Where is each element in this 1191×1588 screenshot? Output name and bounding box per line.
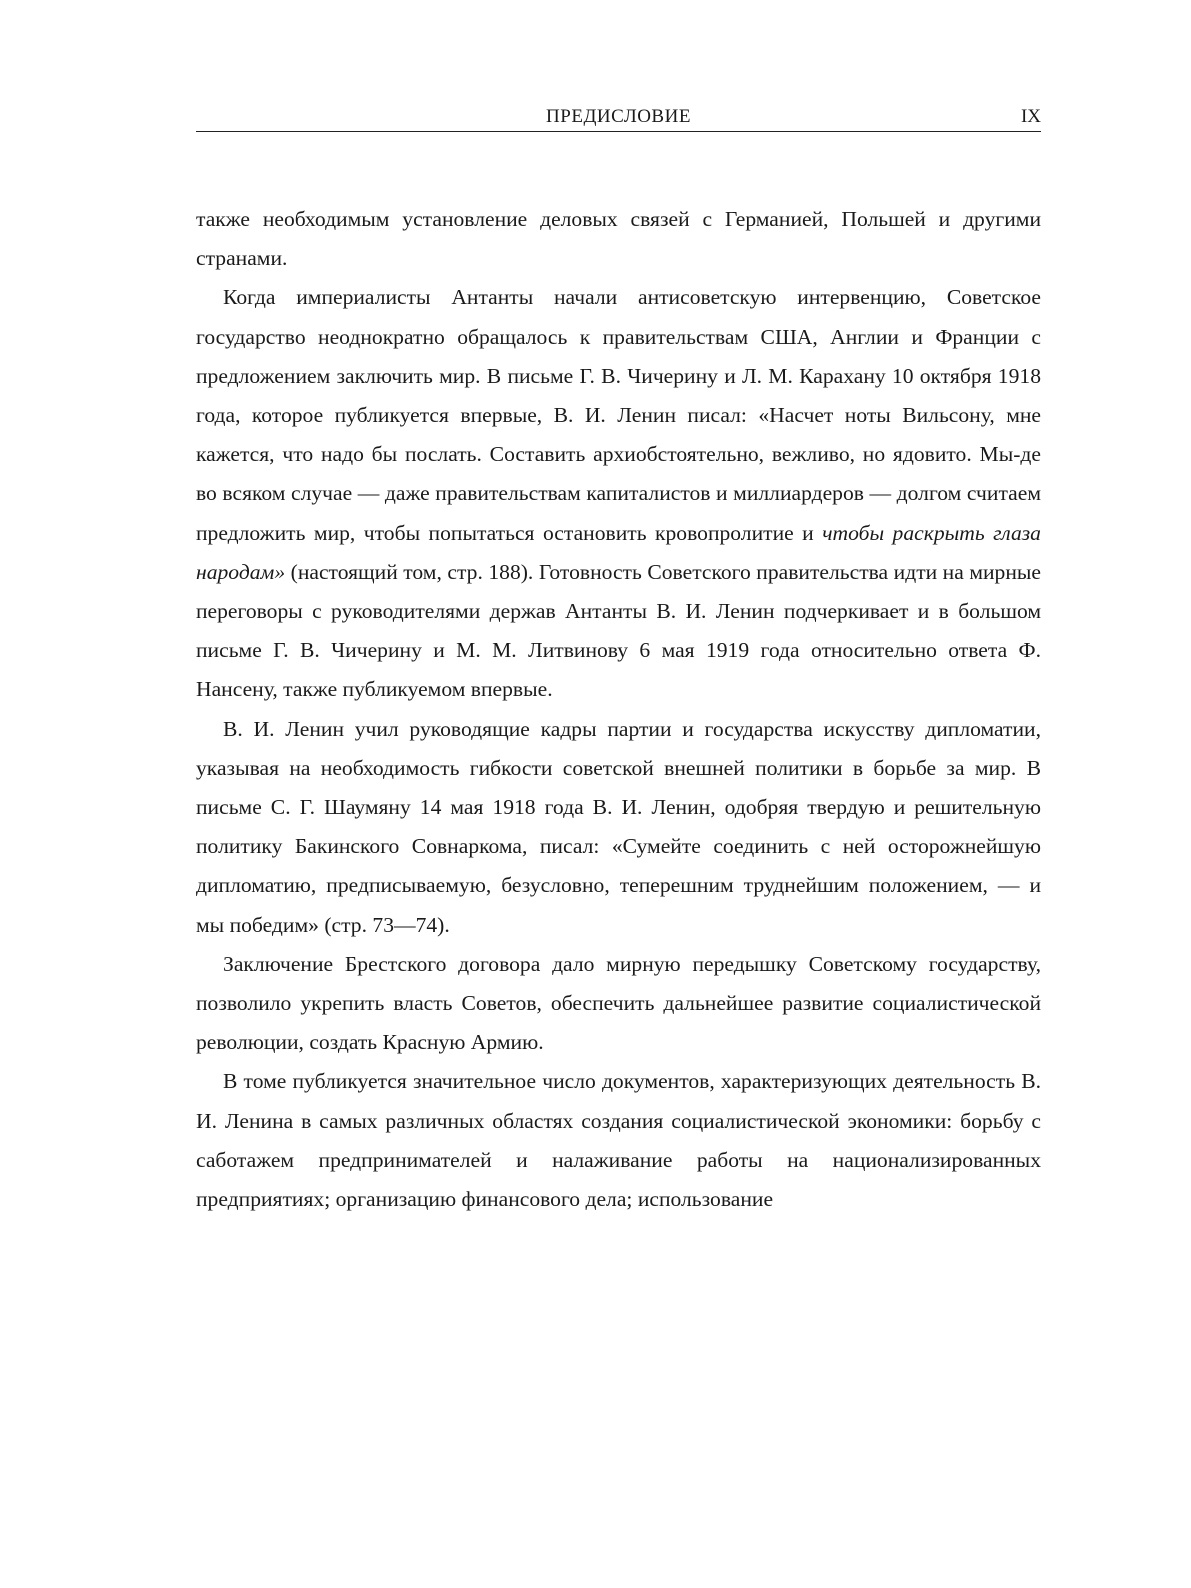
paragraph-4 xyxy=(196,945,1041,1063)
paragraph-4-text: Заключение Брестского договора дало мирную передышку Советскому государству, позволило укрепить власть Советов, обеспечить дальнейшее развитие социалистической революции, создать Красную Армию. xyxy=(196,951,1041,1055)
running-header-title: ПРЕДИСЛОВИЕ xyxy=(546,106,691,127)
paragraph-1-text: также необходимым установление деловых связей с Германией, Польшей и другими странами. xyxy=(196,207,1041,271)
paragraph-1 xyxy=(196,200,1041,278)
page-body xyxy=(196,200,1041,1219)
page-number: IX xyxy=(1020,106,1041,127)
paragraph-5 xyxy=(196,1062,1041,1219)
paragraph-2 xyxy=(196,278,1041,709)
paragraph-5-text: В томе публикуется значительное число документов, характеризующих деятельность В. И. Ленина в самых различных областях создания социалистической экономики: борьбу с саботажем предпринимателей и налаживание работы на национализированных предприятиях; организацию финансового дела; использование xyxy=(196,1069,1041,1212)
paragraph-3-text: В. И. Ленин учил руководящие кадры партии и государства искусству дипломатии, указывая на необходимость гибкости советской внешней политики в борьбе за мир. В письме С. Г. Шаумяну 14 мая 1918 года В. И. Ленин, одобряя твердую и решительную политику Бакинского Совнаркома, писал: «Сумейте соединить с ней осторожнейшую дипломатию, предписываемую, безусловно, теперешним труднейшим положением, — и мы победим» (стр. 73—74). xyxy=(196,716,1041,937)
running-header xyxy=(196,105,1041,132)
paragraph-3 xyxy=(196,710,1041,945)
paragraph-2-text-before-italic: Когда империалисты Антанты начали антисоветскую интервенцию, Советское государство неоднократно обращалось к правительствам США, Англии и Франции с предложением заключить мир. В письме Г. В. Чичерину и Л. М. Карахану 10 октября 1918 года, которое публикуется впервые, В. И. Ленин писал: «Насчет ноты Вильсону, мне кажется, что надо бы послать. Составить архиобстоятельно, вежливо, но ядовито. Мы-де во всяком случае — даже правительствам капиталистов и миллиардеров — долгом считаем предложить мир, чтобы попытаться остановить кровопролитие и xyxy=(196,285,1041,545)
paragraph-2-italic-quote: чтобы раскрыть глаза народам» xyxy=(196,520,1041,584)
paragraph-2-text-after-italic: (настоящий том, стр. 188). Готовность Советского правительства идти на мирные переговоры с руководителями держав Антанты В. И. Ленин подчеркивает и в большом письме Г. В. Чичерину и М. М. Литвинову 6 мая 1919 года относительно ответа Ф. Нансену, также публикуемом впервые. xyxy=(196,559,1041,702)
